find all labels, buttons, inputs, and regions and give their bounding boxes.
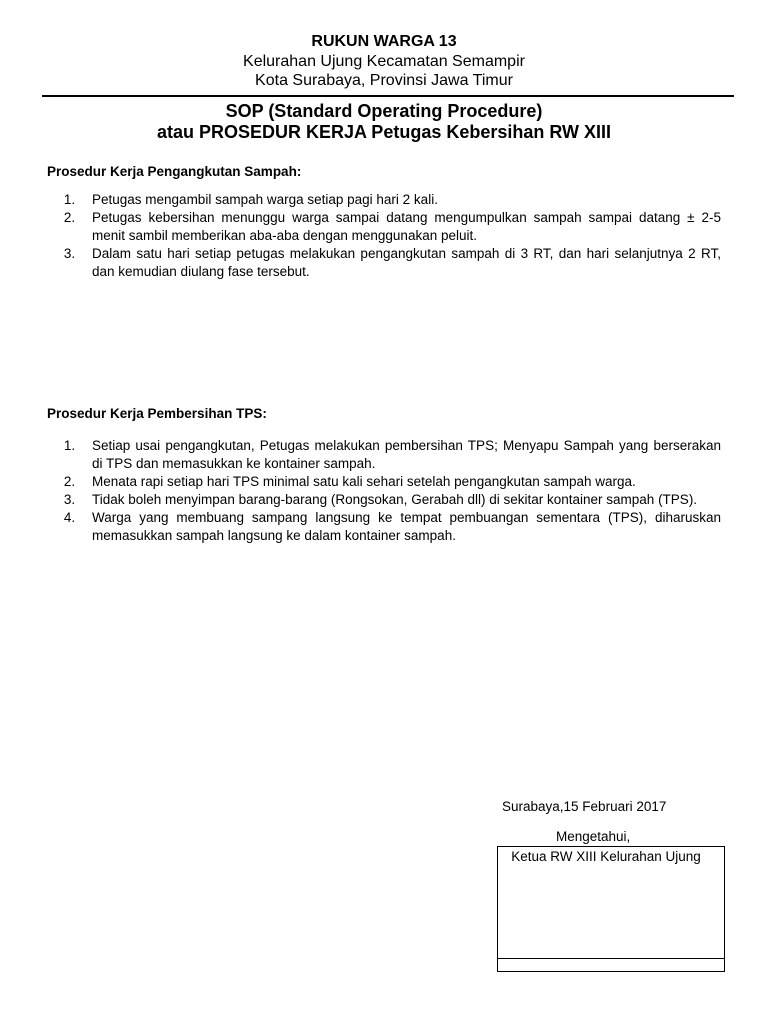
item-number: 2. (63, 210, 76, 225)
section-heading-pembersihan: Prosedur Kerja Pembersihan TPS: (47, 406, 267, 421)
letterhead-divider (42, 95, 734, 97)
list-pengangkutan (47, 191, 721, 281)
item-text: Menata rapi setiap hari TPS minimal satu kali sehari setelah pengangkutan sampah warga. (92, 474, 636, 489)
letterhead-district: Kelurahan Ujung Kecamatan Semampir (243, 53, 525, 70)
letterhead (0, 31, 768, 90)
list-pembersihan (47, 437, 721, 545)
place-date: Surabaya,15 Februari 2017 (502, 799, 667, 814)
item-number: 4. (63, 510, 76, 525)
item-number: 3. (63, 492, 76, 507)
list-item (47, 491, 721, 509)
signature-name-line (498, 958, 724, 959)
item-number: 3. (63, 246, 76, 261)
item-number: 1. (63, 438, 76, 453)
organization-name: RUKUN WARGA 13 (311, 33, 457, 50)
list-item (47, 509, 721, 545)
item-number: 1. (63, 192, 76, 207)
list-item (47, 245, 721, 281)
list-item (47, 437, 721, 473)
list-item (47, 473, 721, 491)
item-text: Warga yang membuang sampang langsung ke tempat pembuangan sementara (TPS), diharuskan memasukkan sampah langsung ke dalam kontainer sampah. (92, 510, 721, 543)
item-text: Setiap usai pengangkutan, Petugas melakukan pembersihan TPS; Menyapu Sampah yang berserakan di TPS dan memasukkan ke kontainer sampah. (92, 438, 721, 471)
list-item (47, 191, 721, 209)
signature-box (497, 846, 725, 972)
item-text: Petugas mengambil sampah warga setiap pagi hari 2 kali. (92, 192, 438, 207)
item-text: Tidak boleh menyimpan barang-barang (Rongsokan, Gerabah dll) di sekitar kontainer sampah (TPS). (92, 492, 698, 507)
acknowledged-label: Mengetahui, (556, 829, 631, 844)
item-text: Petugas kebersihan menunggu warga sampai datang mengumpulkan sampah sampai datang ± 2-5 menit sambil memberikan aba-aba dengan menggunakan peluit. (92, 210, 721, 243)
signatory-role: Ketua RW XIII Kelurahan Ujung (511, 849, 701, 864)
title-line-1: SOP (Standard Operating Procedure) (225, 101, 543, 121)
section-heading-pengangkutan: Prosedur Kerja Pengangkutan Sampah: (47, 164, 302, 179)
item-text: Dalam satu hari setiap petugas melakukan pengangkutan sampah di 3 RT, dan hari selanjutnya 2 RT, dan kemudian diulang fase tersebut. (92, 246, 721, 279)
letterhead-city: Kota Surabaya, Provinsi Jawa Timur (255, 72, 513, 89)
document-title (0, 101, 768, 143)
title-line-2: atau PROSEDUR KERJA Petugas Kebersihan RW XIII (156, 122, 612, 142)
list-item (47, 209, 721, 245)
item-number: 2. (63, 474, 76, 489)
